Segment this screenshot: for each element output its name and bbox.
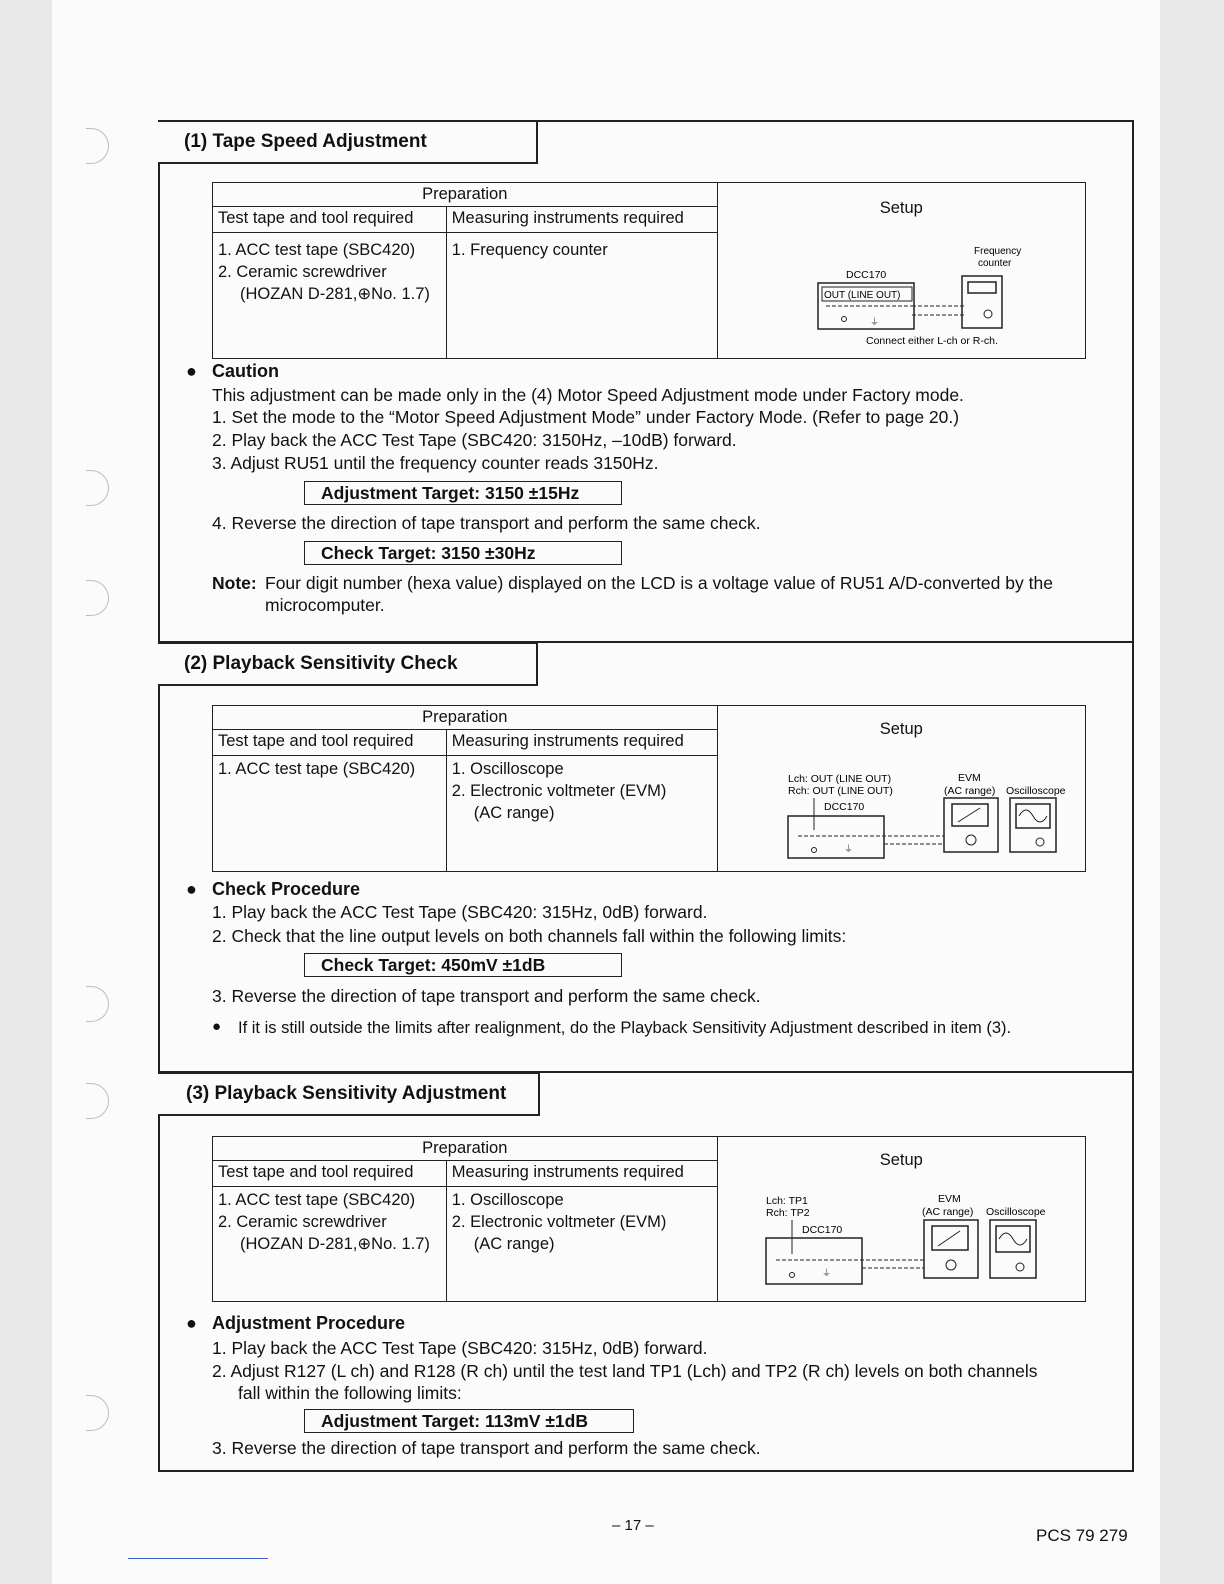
terminal-icon — [842, 317, 847, 322]
step: 2. Play back the ACC Test Tape (SBC420: 3150Hz, –10dB) forward. — [212, 430, 737, 450]
tools-cell — [213, 233, 447, 359]
evm-label: EVM — [958, 772, 981, 784]
lch-label: Lch: OUT (LINE OUT) — [788, 773, 892, 785]
tool-item: (HOZAN D-281,⊕No. 1.7) — [240, 1235, 430, 1253]
tool-item: 1. ACC test tape (SBC420) — [218, 1191, 416, 1209]
prep-header: Preparation — [213, 1137, 718, 1161]
dcc170-box — [788, 816, 884, 858]
realignment-note: If it is still outside the limits after realignment, do the Playback Sensitivity Adjustment described in item (3). — [238, 1019, 1012, 1037]
oscilloscope-label: Oscilloscope — [1006, 785, 1066, 797]
section-1-title: (1) Tape Speed Adjustment — [158, 120, 538, 164]
evm-knob-icon — [966, 835, 976, 845]
lch-label: Lch: TP1 — [766, 1195, 808, 1207]
tool-item: 2. Ceramic screwdriver — [218, 1213, 387, 1231]
prep-header: Preparation — [213, 183, 718, 207]
step: 1. Set the mode to the “Motor Speed Adjustment Mode” under Factory Mode. (Refer to page 20.) — [212, 407, 960, 427]
tools-cell — [213, 1187, 447, 1302]
connection-note: Connect either L-ch or R-ch. — [866, 335, 998, 347]
tool-item: (HOZAN D-281,⊕No. 1.7) — [240, 285, 430, 303]
tool-item: 1. ACC test tape (SBC420) — [218, 241, 416, 259]
step: 3. Reverse the direction of tape transport and perform the same check. — [212, 1438, 761, 1458]
step: fall within the following limits: — [238, 1383, 462, 1403]
rch-label: Rch: OUT (LINE OUT) — [788, 785, 893, 797]
instrument-item: (AC range) — [473, 804, 555, 822]
instruments-header: Measuring instruments required — [446, 730, 717, 756]
tools-header: Test tape and tool required — [213, 1161, 447, 1187]
tool-item: 1. ACC test tape (SBC420) — [218, 760, 416, 778]
step: 1. Play back the ACC Test Tape (SBC420: 315Hz, 0dB) forward. — [212, 1338, 708, 1358]
adjustment-target-box: Adjustment Target: 113mV ±1dB — [304, 1409, 634, 1433]
device-label: DCC170 — [824, 801, 865, 813]
instruments-cell — [446, 756, 717, 872]
setup-header: Setup — [879, 1151, 923, 1169]
evm-knob-icon — [946, 1260, 956, 1270]
model-number: PCS 79 279 — [1036, 1526, 1128, 1545]
device-label: DCC170 — [846, 269, 887, 281]
out-label: OUT (LINE OUT) — [824, 290, 901, 301]
terminal-icon — [812, 848, 817, 853]
ground-icon: ⏚ — [844, 844, 854, 854]
check-procedure-heading: Check Procedure — [212, 879, 361, 899]
check-target-box: Check Target: 450mV ±1dB — [304, 953, 622, 977]
instruments-cell — [446, 233, 717, 359]
instruments-cell — [446, 1187, 717, 1302]
caution-bullet: ● — [186, 361, 197, 381]
instrument-item: 1. Oscilloscope — [451, 1191, 564, 1209]
check-target-box: Check Target: 3150 ±30Hz — [304, 541, 622, 565]
counter-display-icon — [968, 282, 996, 293]
note-text: Four digit number (hexa value) displayed on the LCD is a voltage value of RU51 A/D-converted by the — [265, 573, 1053, 593]
step: 3. Adjust RU51 until the frequency counter reads 3150Hz. — [212, 453, 659, 473]
setup-header: Setup — [879, 720, 923, 738]
section-2-title: (2) Playback Sensitivity Check — [158, 642, 538, 686]
note-text: microcomputer. — [265, 595, 385, 615]
tools-header: Test tape and tool required — [213, 207, 447, 233]
setup-header: Setup — [879, 199, 923, 217]
instrument-item: 2. Electronic voltmeter (EVM) — [451, 1213, 667, 1231]
tool-item: 2. Ceramic screwdriver — [218, 263, 387, 281]
scope-knob-icon — [1036, 838, 1044, 846]
evm-range-label: (AC range) — [944, 785, 996, 797]
instruments-header: Measuring instruments required — [446, 1161, 717, 1187]
instrument-item: 1. Frequency counter — [451, 241, 608, 259]
section-2-setup-diagram — [784, 768, 1084, 862]
knob-icon — [984, 310, 992, 318]
caution-heading: Caution — [212, 361, 279, 381]
instrument-item: (AC range) — [473, 1235, 555, 1253]
check-bullet: ● — [186, 879, 197, 899]
waveform-icon — [999, 1233, 1027, 1245]
underline-decoration — [128, 1558, 268, 1559]
ground-icon: ⏚ — [870, 317, 880, 327]
step: 3. Reverse the direction of tape transport and perform the same check. — [212, 986, 761, 1006]
step: 1. Play back the ACC Test Tape (SBC420: 315Hz, 0dB) forward. — [212, 902, 708, 922]
waveform-icon — [1019, 810, 1047, 822]
tools-header: Test tape and tool required — [213, 730, 447, 756]
rch-label: Rch: TP2 — [766, 1207, 810, 1219]
terminal-icon — [790, 1273, 795, 1278]
step: 2. Adjust R127 (L ch) and R128 (R ch) until the test land TP1 (Lch) and TP2 (R ch) levels on both channels — [212, 1361, 1038, 1381]
page-number: – 17 – — [612, 1517, 654, 1534]
adjustment-procedure-heading: Adjustment Procedure — [212, 1313, 406, 1333]
oscilloscope-box — [990, 1220, 1036, 1278]
caution-text: This adjustment can be made only in the (4) Motor Speed Adjustment mode under Factory mode. — [212, 385, 964, 405]
instrument-item: 2. Electronic voltmeter (EVM) — [451, 782, 667, 800]
oscilloscope-label: Oscilloscope — [986, 1206, 1046, 1218]
meter-needle-icon — [958, 808, 980, 822]
evm-label: EVM — [938, 1193, 961, 1205]
note-bullet: ● — [212, 1018, 222, 1035]
dcc170-box — [766, 1238, 862, 1284]
step: 2. Check that the line output levels on both channels fall within the following limits: — [212, 926, 847, 946]
section-1-setup-diagram — [812, 240, 1032, 352]
oscilloscope-box — [1010, 798, 1056, 852]
evm-range-label: (AC range) — [922, 1206, 974, 1218]
adjustment-target-box: Adjustment Target: 3150 ±15Hz — [304, 481, 622, 505]
instrument-item: 1. Oscilloscope — [451, 760, 564, 778]
note-label: Note: — [212, 573, 257, 593]
tools-cell — [213, 756, 447, 872]
prep-header: Preparation — [213, 706, 718, 730]
step: 4. Reverse the direction of tape transport and perform the same check. — [212, 513, 761, 533]
adjustment-bullet: ● — [186, 1313, 197, 1333]
device-label: DCC170 — [802, 1224, 843, 1236]
meter-label: Frequency — [974, 246, 1022, 257]
ground-icon: ⏚ — [822, 1268, 832, 1278]
evm-meter-icon — [952, 804, 988, 826]
meter-needle-icon — [938, 1231, 960, 1246]
instruments-header: Measuring instruments required — [446, 207, 717, 233]
section-3-setup-diagram — [762, 1190, 1072, 1294]
meter-label: counter — [978, 258, 1012, 269]
section-3-title: (3) Playback Sensitivity Adjustment — [158, 1072, 540, 1116]
scope-knob-icon — [1016, 1263, 1024, 1271]
